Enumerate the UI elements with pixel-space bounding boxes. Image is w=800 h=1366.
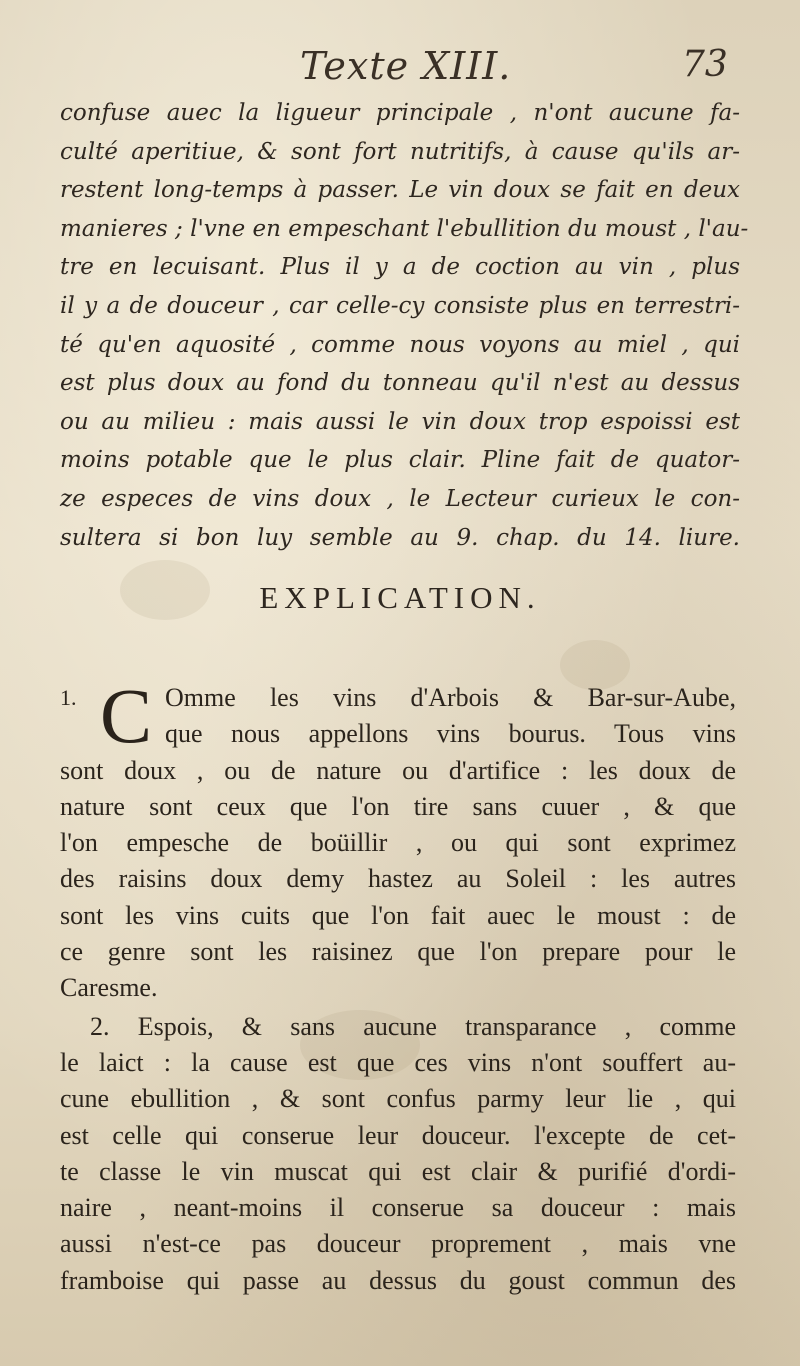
text-line: nature sont ceux que l'on tire sans cuuer , & que (60, 791, 736, 821)
text-line: ze especes de vins doux , le Lecteur curieux le con- (60, 485, 740, 512)
text-line: ce genre sont les raisinez que l'on prepare pour le (60, 937, 736, 967)
text-line: sultera si bon luy semble au 9. chap. du 14. liure. (60, 524, 740, 551)
text-line: sont doux , ou de nature ou d'artifice : les doux de (60, 755, 736, 785)
page-number: 73 (682, 44, 728, 85)
text-line: framboise qui passe au dessus du goust commun des (60, 1265, 736, 1295)
text-line: est plus doux au fond du tonneau qu'il n'est au dessus (60, 370, 740, 397)
text-line: confuse auec la ligueur principale , n'ont aucune fa- (60, 100, 740, 126)
text-line: est celle qui conserue leur douceur. l'excepte de cet- (60, 1120, 736, 1150)
text-line: té qu'en aquosité , comme nous voyons au miel , qui (60, 331, 740, 358)
text-line: tre en lecuisant. Plus il y a de coction au vin , plus (60, 254, 740, 281)
drop-cap: C (100, 672, 153, 759)
text-line: naire , neant-moins il conserue sa douceur : mais (60, 1193, 736, 1223)
text-line: restent long-temps à passer. Le vin doux se fait en deux (60, 177, 740, 204)
text-line: 2. Espois, & sans aucune transparance , comme (90, 1011, 736, 1041)
text-line: sont les vins cuits que l'on fait auec le moust : de (60, 900, 736, 930)
text-line: Omme les vins d'Arbois & Bar-sur-Aube, (165, 683, 736, 712)
text-line: cune ebullition , & sont confus parmy leur lie , qui (60, 1084, 736, 1114)
text-line: l'on empesche de boüillir , ou qui sont exprimez (60, 828, 736, 858)
running-head-title: Texte XIII. (300, 44, 512, 88)
text-line: culté aperitiue, & sont fort nutritifs, à cause qu'ils ar- (60, 138, 740, 165)
text-line: te classe le vin muscat qui est clair & purifié d'ordi- (60, 1156, 736, 1186)
text-line: des raisins doux demy hastez au Soleil : les autres (60, 864, 736, 894)
paragraph-2 (60, 1009, 736, 1299)
text-line: le laict : la cause est que ces vins n'ont souffert au- (60, 1047, 736, 1077)
paragraph-number: 1. (60, 685, 77, 710)
text-line: manieres ; l'vne en empeschant l'ebullition du moust , l'au- (60, 215, 749, 242)
running-head (0, 44, 800, 92)
explication-body (60, 672, 736, 1299)
paragraph-1 (60, 672, 736, 1007)
text-line: aussi n'est-ce pas douceur proprement , mais vne (60, 1229, 736, 1259)
text-line: il y a de douceur , car celle-cy consiste plus en terrestri- (60, 292, 740, 319)
section-title: EXPLICATION. (259, 580, 541, 615)
text-line: moins potable que le plus clair. Pline fait de quator- (60, 447, 740, 474)
italic-commentary (60, 94, 749, 557)
text-line: ou au milieu : mais aussi le vin doux trop espoissi est (60, 408, 740, 435)
text-line: Caresme. (60, 973, 158, 1003)
text-line: que nous appellons vins bourus. Tous vins (165, 719, 736, 749)
